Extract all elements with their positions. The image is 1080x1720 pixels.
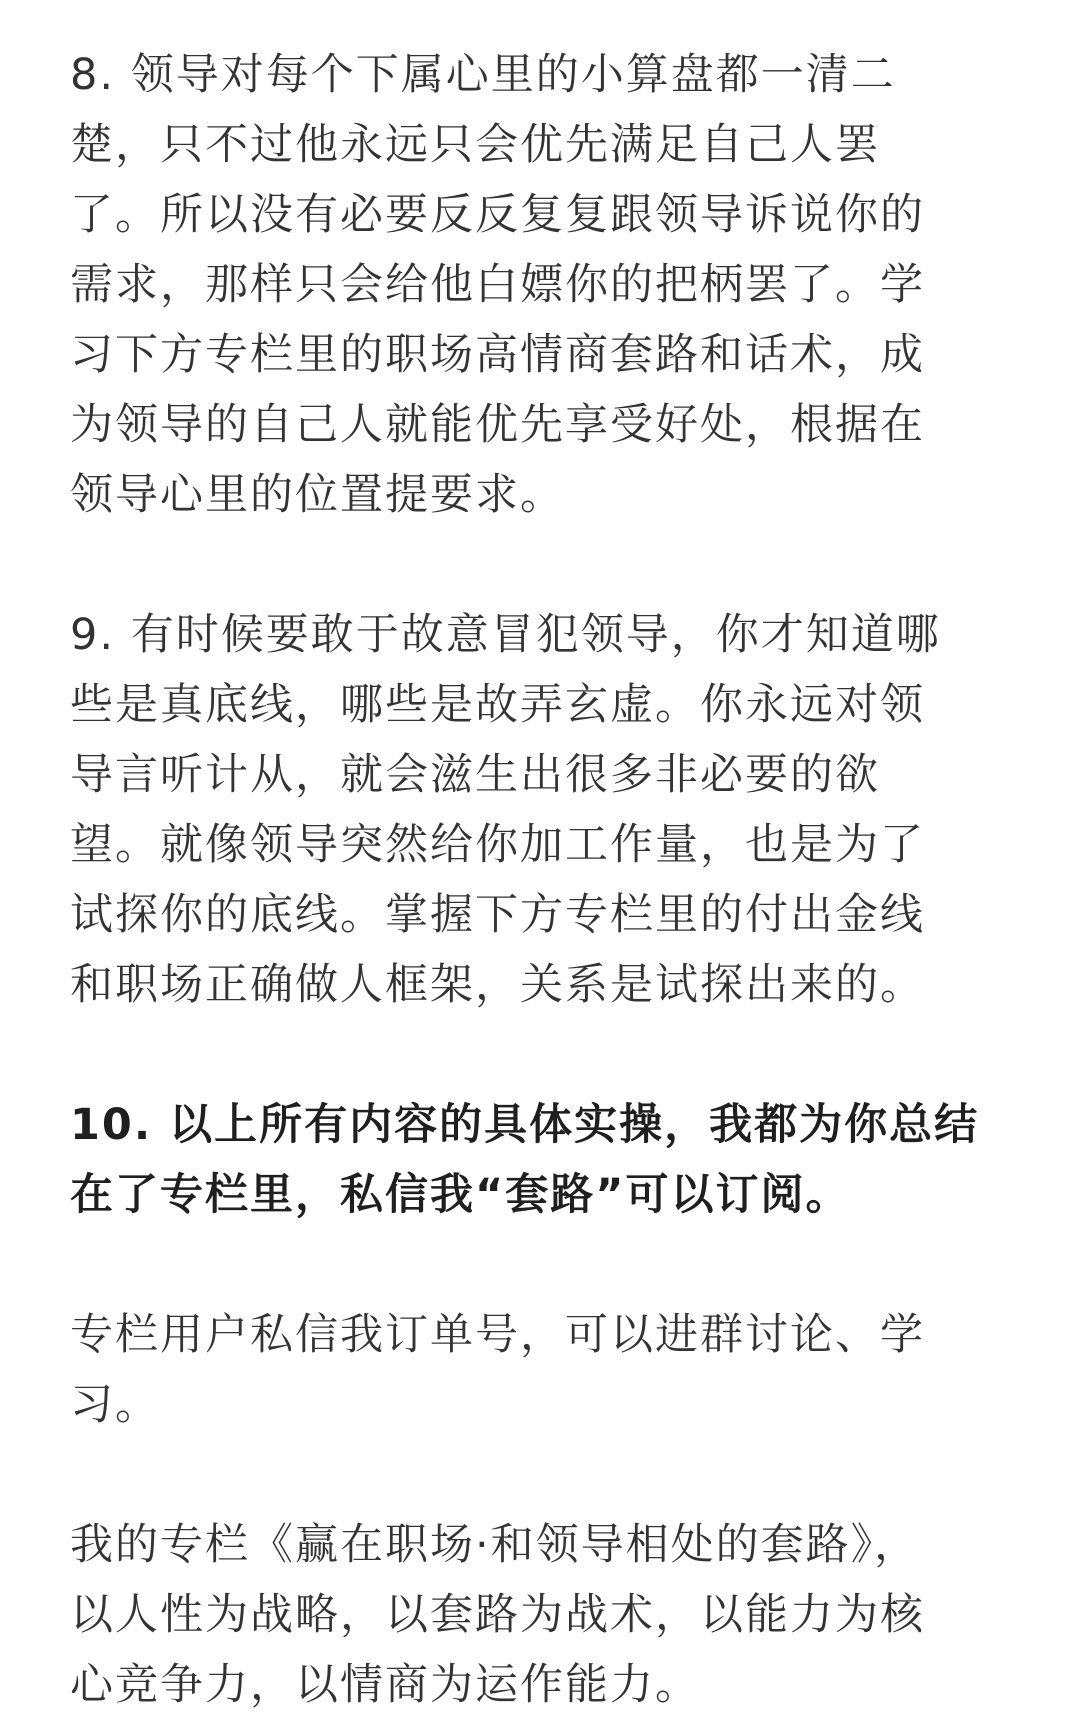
text-line: 望。就像领导突然给你加工作量，也是为了 bbox=[70, 820, 925, 870]
paragraph-spacer bbox=[70, 1440, 1030, 1510]
text-line: 导言听计从，就会滋生出很多非必要的欲 bbox=[70, 750, 880, 800]
text-line: 在了专栏里，私信我“套路”可以订阅。 bbox=[70, 1170, 851, 1220]
text-line: 专栏用户私信我订单号，可以进群讨论、学 bbox=[70, 1310, 925, 1360]
text-line: 以人性为战略，以套路为战术，以能力为核 bbox=[70, 1590, 925, 1640]
text-line: 楚，只不过他永远只会优先满足自己人罢 bbox=[70, 120, 880, 170]
text-line: 我的专栏《赢在职场·和领导相处的套路》， bbox=[70, 1520, 920, 1570]
text-line: 领导心里的位置提要求。 bbox=[70, 470, 565, 520]
text-line: 需求，那样只会给他白嫖你的把柄罢了。学 bbox=[70, 260, 925, 310]
paragraph-spacer bbox=[70, 1020, 1030, 1090]
text-line: 9. 有时候要敢于故意冒犯领导，你才知道哪 bbox=[70, 610, 941, 660]
text-line: 10. 以上所有内容的具体实操，我都为你总结 bbox=[70, 1100, 980, 1150]
text-line: 习下方专栏里的职场高情商套路和话术，成 bbox=[70, 330, 925, 380]
text-line: 心竞争力，以情商为运作能力。 bbox=[70, 1660, 700, 1710]
paragraph-spacer bbox=[70, 1230, 1030, 1300]
text-line: 和职场正确做人框架，关系是试探出来的。 bbox=[70, 960, 925, 1010]
text-line: 了。所以没有必要反反复复跟领导诉说你的 bbox=[70, 190, 925, 240]
text-line: 试探你的底线。掌握下方专栏里的付出金线 bbox=[70, 890, 925, 940]
paragraph-9 bbox=[70, 600, 1030, 1020]
article-body bbox=[70, 40, 1030, 1720]
text-line: 8. 领导对每个下属心里的小算盘都一清二 bbox=[70, 50, 896, 100]
paragraph-8 bbox=[70, 40, 1030, 530]
paragraph-spacer bbox=[70, 530, 1030, 600]
text-line: 些是真底线，哪些是故弄玄虚。你永远对领 bbox=[70, 680, 925, 730]
paragraph-column-info bbox=[70, 1510, 1030, 1720]
text-line: 习。 bbox=[70, 1380, 160, 1430]
paragraph-group-info bbox=[70, 1300, 1030, 1440]
text-line: 为领导的自己人就能优先享受好处，根据在 bbox=[70, 400, 925, 450]
paragraph-10 bbox=[70, 1090, 1030, 1230]
